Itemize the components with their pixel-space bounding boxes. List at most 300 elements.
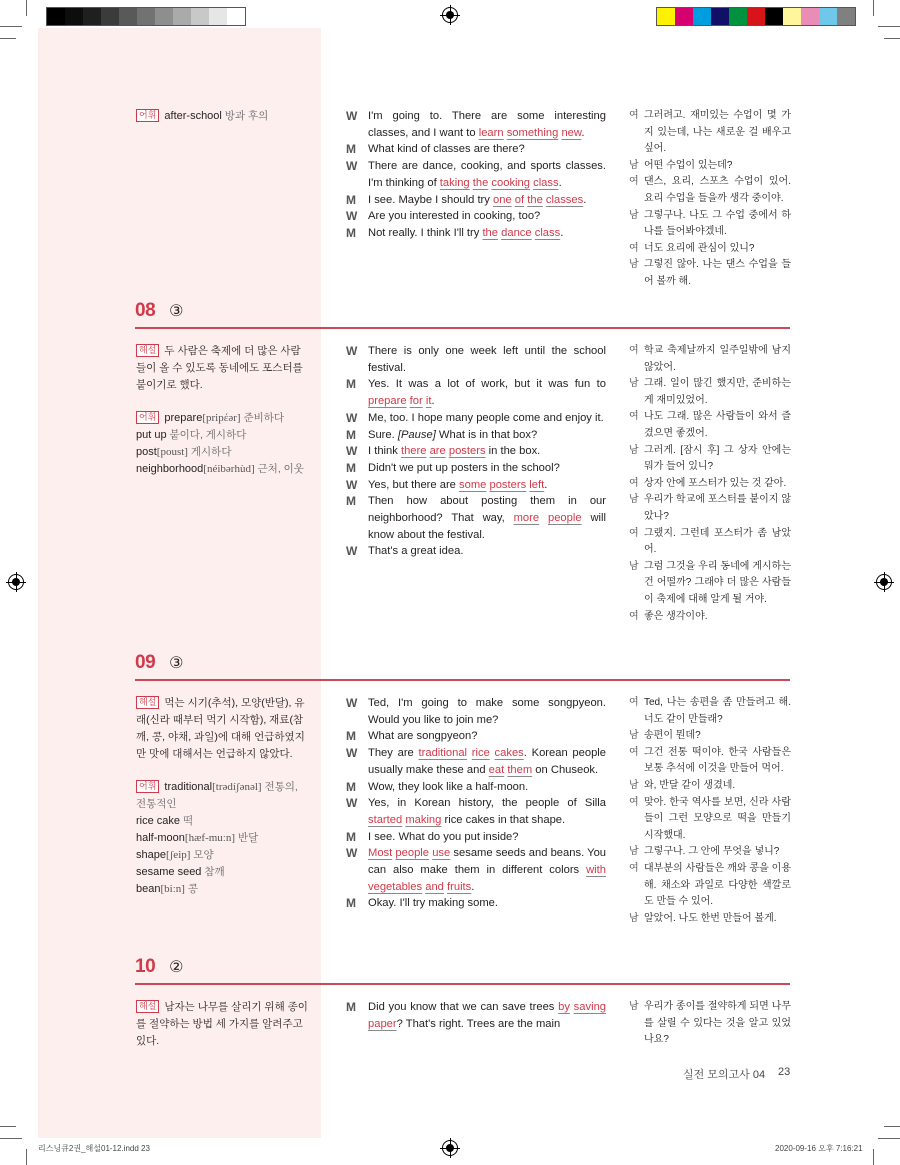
- dialogue-text: [368, 460, 606, 477]
- text-run: sesame seeds and beans. You can also make them in different colors: [368, 847, 607, 877]
- translation-text: 그러려고. 재미있는 수업이 몇 가지 있는데, 나는 새로운 걸 배우고 싶어.: [644, 110, 791, 155]
- speaker-label: 여: [629, 176, 639, 188]
- text-run: That's a great idea.: [368, 545, 464, 558]
- translation-text: 너도 요리에 관심이 있니?: [644, 242, 755, 254]
- translation-line: [629, 526, 791, 559]
- vocab-word: neighborhood: [136, 463, 204, 475]
- dialogue-10: [346, 999, 606, 1032]
- pronunciation: [poust]: [156, 446, 188, 458]
- vocab-word: prepare: [164, 412, 203, 424]
- speaker-label: 여: [629, 796, 639, 808]
- text-run: Okay. I'll try making some.: [368, 897, 498, 910]
- speaker-label: 여: [629, 610, 639, 622]
- dialogue-text: [368, 410, 606, 427]
- dialogue-line: [346, 108, 606, 141]
- answer-marker: ②: [169, 959, 184, 976]
- translation-text: 그렇구나. 나도 그 수업 중에서 하나를 들어봐야겠네.: [644, 209, 791, 238]
- answer-blank-word: and: [425, 880, 444, 893]
- pronunciation: [hæf-muːn]: [184, 832, 236, 844]
- speaker-label: 여: [629, 746, 639, 758]
- explanation-note-08: 해설 두 사람은 축제에 더 많은 사람들이 올 수 있도록 동네에도 포스터를 붙이기로 했다.: [136, 345, 303, 391]
- translation-line: [629, 609, 791, 626]
- dialogue-text: [368, 343, 606, 376]
- speaker-label: W: [346, 796, 358, 811]
- dialogue-text: [368, 427, 606, 444]
- color-swatch: [819, 8, 837, 25]
- speaker-label: W: [346, 109, 358, 123]
- answer-blank-word: dance: [501, 226, 532, 239]
- dialogue-text: [368, 845, 606, 895]
- stage-direction: [Pause]: [397, 428, 436, 441]
- translation-text: 그럼 그것을 우리 동네에 게시하는 건 어떨까? 그래야 더 많은 사람들이 축제에 대해 알게 될 거야.: [644, 560, 791, 605]
- text-run: .: [560, 226, 564, 239]
- crop-mark: [0, 38, 16, 39]
- explanation-tag: 해설: [136, 696, 159, 709]
- vocab-entry: [136, 444, 308, 461]
- page-number: 23: [778, 1066, 791, 1078]
- explanation-tag: 해설: [136, 1000, 159, 1013]
- translation-line: [629, 911, 791, 928]
- vocab-word: shape: [136, 849, 166, 861]
- text-run: I see. Maybe I should try: [368, 193, 493, 206]
- explanation-note-10: 해설 남자는 나무를 살리기 위해 종이를 절약하는 방법 세 가지를 알려주고 있다.: [136, 1001, 308, 1047]
- answer-blank-word: people: [395, 847, 430, 860]
- translation-line: [629, 108, 791, 158]
- translation-text: 학교 축제날까지 일주일밖에 남지 않았어.: [644, 345, 791, 373]
- dialogue-line: [346, 141, 606, 158]
- speaker-label: 남: [629, 846, 639, 858]
- crop-mark: [884, 1126, 900, 1127]
- speaker-label: W: [346, 696, 358, 710]
- translation-text: 그렇진 않아. 나는 댄스 수업을 들어 볼까 해.: [644, 259, 791, 287]
- vocab-word: post: [136, 446, 157, 458]
- crop-mark: [26, 0, 27, 16]
- text-run: There is only one week left until the school festival.: [368, 345, 606, 374]
- translation-line: [629, 476, 791, 493]
- dialogue-text: [368, 745, 606, 778]
- dialogue-07: [346, 108, 606, 242]
- translation-line: [629, 745, 791, 778]
- answer-blank-word: posters: [489, 478, 527, 491]
- answer-blank-word: with: [586, 864, 606, 877]
- text-run: will know about the festival.: [368, 512, 606, 541]
- speaker-label: W: [346, 444, 358, 459]
- answer-blank-word: more: [513, 512, 540, 525]
- dialogue-line: [346, 427, 606, 444]
- vocab-entry: [136, 847, 308, 864]
- speaker-label: M: [346, 377, 356, 392]
- vocab-tag: 어휘: [136, 780, 159, 793]
- text-run: Ted, I'm going to make some songpyeon. Would you like to join me?: [368, 697, 606, 726]
- text-run: .: [583, 193, 587, 206]
- dialogue-line: [346, 225, 606, 242]
- translation-text: 상자 안에 포스터가 있는 것 같아.: [644, 477, 787, 489]
- speaker-label: 여: [629, 411, 639, 423]
- answer-blank-word: prepare: [368, 395, 407, 408]
- translation-text: 알았어. 나도 한번 만들어 볼게.: [644, 912, 777, 924]
- pronunciation: [ʃeip]: [165, 849, 191, 861]
- color-swatch: [209, 8, 227, 25]
- dialogue-line: [346, 543, 606, 560]
- answer-blank-word: Most: [368, 847, 393, 860]
- color-swatch: [837, 8, 855, 25]
- text-run: They are: [368, 747, 419, 760]
- translation-text: Ted, 나는 송편을 좀 만들려고 해. 너도 같이 만들래?: [644, 697, 791, 725]
- speaker-label: 남: [629, 730, 639, 742]
- question-header-10: [135, 956, 183, 978]
- translation-text: 맞아. 한국 역사를 보면, 신라 사람들이 그런 모양으로 떡을 만들기 시작했대.: [644, 796, 791, 841]
- explanation-note-09: 해설 먹는 시기(추석), 모양(반달), 유래(신라 때부터 먹기 시작함), 재료(참깨, 콩, 야채, 과일)에 대해 언급하였지만 맛에 대해서는 언급하지 않았다.: [136, 697, 305, 760]
- dialogue-text: [368, 999, 606, 1032]
- speaker-label: W: [346, 477, 358, 492]
- dialogue-text: [368, 376, 606, 409]
- file-slug: 리스닝큐2권_해설01-12.indd 23: [38, 1144, 150, 1153]
- speaker-label: 여: [629, 697, 639, 708]
- dialogue-text: [368, 158, 606, 191]
- vocab-meaning: 붙이다, 게시하다: [169, 429, 247, 441]
- text-run: Didn't we put up posters in the school?: [368, 461, 560, 474]
- dialogue-text: [368, 779, 606, 796]
- dialogue-text: [368, 208, 606, 225]
- text-run: I'm going to. There are some interesting classes, and I want to: [368, 110, 606, 139]
- crop-mark: [0, 26, 22, 27]
- speaker-label: 남: [629, 912, 639, 924]
- text-run: in the box.: [485, 445, 541, 458]
- color-swatch: [227, 8, 245, 25]
- crop-mark: [0, 1126, 16, 1127]
- dialogue-text: [368, 141, 606, 158]
- translation-line: [629, 559, 791, 609]
- translation-line: [629, 861, 791, 911]
- text-run: Yes, but there are: [368, 478, 460, 491]
- dialogue-line: [346, 779, 606, 796]
- color-swatch: [765, 8, 783, 25]
- question-header-08: [135, 300, 183, 322]
- translation-line: [629, 241, 791, 258]
- registration-mark-icon: [876, 574, 892, 590]
- translation-text: 우리가 종이를 절약하게 되면 나무를 살릴 수 있다는 것을 알고 있었나요?: [644, 1001, 791, 1046]
- color-swatch: [783, 8, 801, 25]
- dialogue-line: [346, 460, 606, 477]
- answer-blank-word: cakes: [494, 747, 524, 760]
- text-run: Wow, they look like a half-moon.: [368, 780, 529, 793]
- translation-text: 그러게. [잠시 후] 그 상자 안에는 뭐가 들어 있니?: [644, 444, 791, 473]
- translation-text: 그래. 일이 많긴 했지만, 준비하는 게 재미있었어.: [644, 378, 791, 406]
- speaker-label: 남: [629, 560, 639, 572]
- color-swatch: [101, 8, 119, 25]
- text-run: What are songpyeon?: [368, 730, 478, 743]
- dialogue-line: [346, 795, 606, 828]
- color-swatch: [173, 8, 191, 25]
- dialogue-line: [346, 999, 606, 1032]
- color-swatch: [693, 8, 711, 25]
- answer-blank-word: making: [405, 813, 442, 826]
- answer-blank-word: saving: [573, 1001, 607, 1013]
- answer-blank-word: learn: [478, 126, 504, 139]
- speaker-label: 여: [629, 862, 639, 874]
- vocab-entry: [136, 779, 308, 813]
- speaker-label: M: [346, 729, 356, 744]
- text-run: Yes, in Korean history, the people of Silla: [368, 797, 606, 810]
- translation-line: [629, 844, 791, 861]
- vocab-tag: 어휘: [136, 411, 159, 424]
- speaker-label: 여: [629, 477, 639, 489]
- cmyk-color-bar: [656, 7, 856, 26]
- question-number: 10: [135, 956, 156, 977]
- answer-blank-word: cooking: [491, 176, 530, 189]
- text-run: .: [471, 880, 475, 893]
- crop-mark: [0, 1138, 22, 1139]
- vocab-note-08: [136, 410, 308, 478]
- speaker-label: 남: [629, 494, 639, 506]
- translation-line: [629, 999, 791, 1049]
- text-run: on Chuseok.: [532, 763, 599, 776]
- text-run: Did you know that we can save trees: [368, 1001, 559, 1013]
- registration-mark-icon: [8, 574, 24, 590]
- translation-line: [629, 343, 791, 376]
- answer-blank-word: there: [400, 445, 427, 458]
- translation-line: [629, 257, 791, 290]
- answer-blank-word: the: [482, 226, 499, 239]
- dialogue-line: [346, 192, 606, 209]
- crop-mark: [26, 1149, 27, 1165]
- dialogue-text: [368, 543, 606, 560]
- translation-line: [629, 174, 791, 207]
- answer-blank-word: traditional: [418, 747, 468, 760]
- dialogue-line: [346, 208, 606, 225]
- color-swatch: [119, 8, 137, 25]
- speaker-label: W: [346, 159, 358, 174]
- speaker-label: M: [346, 460, 356, 475]
- dialogue-text: [368, 895, 606, 912]
- vocab-entry: [136, 830, 308, 847]
- text-run: .: [558, 176, 562, 189]
- answer-blank-word: use: [432, 847, 451, 860]
- speaker-label: M: [346, 192, 356, 207]
- speaker-label: 여: [629, 242, 639, 254]
- dialogue-text: [368, 493, 606, 543]
- speaker-label: M: [346, 427, 356, 442]
- speaker-label: M: [346, 1000, 356, 1014]
- vocab-meaning: 전통의, 전통적인: [136, 781, 298, 810]
- grayscale-color-bar: [46, 7, 246, 26]
- translation-09: [629, 695, 791, 927]
- translation-line: [629, 492, 791, 525]
- color-swatch: [711, 8, 729, 25]
- dialogue-line: [346, 410, 606, 427]
- speaker-label: 남: [629, 378, 639, 390]
- text-run: Then how about posting them in our neighborhood? That way,: [368, 495, 606, 525]
- print-timestamp: 2020-09-16 오후 7:16:21: [775, 1144, 863, 1153]
- crop-mark: [873, 1149, 874, 1165]
- question-number: 08: [135, 300, 156, 321]
- text-run: I see. What do you put inside?: [368, 830, 519, 843]
- dialogue-text: [368, 443, 606, 460]
- color-swatch: [137, 8, 155, 25]
- answer-blank-word: classes: [545, 193, 584, 206]
- answer-blank-word: some: [459, 478, 487, 491]
- answer-marker: ③: [169, 655, 184, 672]
- vocab-word: half-moon: [136, 832, 185, 844]
- vocab-note-07: 어휘 after-school 방과 후의: [136, 108, 308, 125]
- vocab-tag: 어휘: [136, 109, 159, 122]
- speaker-label: W: [346, 410, 358, 425]
- translation-line: [629, 728, 791, 745]
- speaker-label: W: [346, 344, 358, 358]
- dialogue-08: [346, 343, 606, 560]
- dialogue-text: [368, 477, 606, 494]
- translation-line: [629, 443, 791, 476]
- vocab-meaning: 준비하다: [243, 412, 285, 424]
- section-divider: [135, 983, 790, 985]
- text-run: What kind of classes are there?: [368, 143, 525, 156]
- translation-line: [629, 778, 791, 795]
- answer-blank-word: new: [561, 126, 582, 139]
- dialogue-text: [368, 829, 606, 846]
- translation-line: [629, 158, 791, 175]
- dialogue-line: [346, 477, 606, 494]
- vocab-word: put up: [136, 429, 167, 441]
- translation-line: [629, 695, 791, 728]
- vocab-entry: [136, 864, 308, 881]
- translation-text: 그랬지. 그런데 포스터가 좀 남았어.: [644, 527, 791, 556]
- vocab-word: sesame seed: [136, 866, 202, 878]
- dialogue-line: [346, 745, 606, 778]
- vocab-word: traditional: [164, 781, 213, 793]
- vocab-meaning: 모양: [193, 849, 214, 861]
- dialogue-line: [346, 158, 606, 191]
- dialogue-text: [368, 225, 606, 242]
- answer-blank-word: started: [368, 813, 403, 826]
- translation-text: 어떤 수업이 있는데?: [644, 159, 733, 171]
- vocab-meaning: 떡: [182, 815, 194, 827]
- answer-blank-word: vegetables: [368, 880, 423, 893]
- dialogue-line: [346, 376, 606, 409]
- text-run: . Korean people usually make these and: [368, 747, 607, 776]
- speaker-label: 여: [629, 110, 639, 121]
- answer-blank-word: eat: [488, 763, 505, 776]
- answer-blank-word: one: [493, 193, 512, 206]
- question-header-09: [135, 652, 183, 674]
- translation-line: [629, 208, 791, 241]
- dialogue-line: [346, 443, 606, 460]
- text-run: Are you interested in cooking, too?: [368, 210, 541, 223]
- translation-text: 그렇구나. 그 안에 무엇을 넣니?: [644, 846, 780, 858]
- section-divider: [135, 679, 790, 681]
- speaker-label: M: [346, 225, 356, 240]
- translation-10: [629, 999, 791, 1049]
- answer-blank-word: the: [527, 193, 543, 206]
- dialogue-text: [368, 695, 606, 728]
- translation-text: 그건 전통 떡이야. 한국 사람들은 보통 추석에 이것을 만들어 먹어.: [644, 746, 791, 775]
- vocab-meaning: 게시하다: [190, 446, 232, 458]
- dialogue-line: [346, 695, 606, 728]
- vocab-note-09: [136, 779, 308, 898]
- speaker-label: 남: [629, 259, 639, 271]
- dialogue-text: [368, 192, 606, 209]
- registration-mark-icon: [442, 7, 458, 23]
- answer-blank-word: of: [514, 193, 525, 206]
- dialogue-line: [346, 829, 606, 846]
- translation-line: [629, 409, 791, 442]
- translation-text: 우리가 학교에 포스터를 붙이지 않았나?: [644, 494, 791, 522]
- explanation-tag: 해설: [136, 344, 159, 357]
- color-swatch: [729, 8, 747, 25]
- answer-blank-word: rice: [471, 747, 490, 760]
- vocab-entry: [136, 410, 308, 427]
- speaker-label: 남: [629, 209, 639, 221]
- vocab-meaning: 근처, 이웃: [257, 463, 304, 475]
- color-swatch: [191, 8, 209, 25]
- color-swatch: [155, 8, 173, 25]
- color-swatch: [83, 8, 101, 25]
- speaker-label: W: [346, 209, 358, 224]
- speaker-label: 여: [629, 527, 639, 539]
- crop-mark: [873, 0, 874, 16]
- text-run: .: [544, 478, 548, 491]
- answer-blank-word: fruits: [447, 880, 472, 893]
- vocab-entry: [136, 461, 308, 478]
- text-run: What is in that box?: [435, 428, 538, 441]
- translation-text: 와, 반달 같이 생겼네.: [644, 779, 736, 791]
- translation-08: [629, 343, 791, 625]
- crop-mark: [884, 38, 900, 39]
- section-divider: [135, 327, 790, 329]
- answer-blank-word: paper: [368, 1017, 397, 1030]
- answer-blank-word: class: [533, 176, 559, 189]
- speaker-label: W: [346, 846, 358, 861]
- text-run: .: [431, 395, 435, 408]
- answer-blank-word: it: [425, 395, 432, 408]
- text-run: I think: [368, 445, 401, 458]
- crop-mark: [878, 1138, 900, 1139]
- vocab-word: bean: [136, 883, 161, 895]
- dialogue-line: [346, 895, 606, 912]
- answer-blank-word: left: [529, 478, 545, 491]
- translation-text: 좋은 생각이야.: [644, 610, 708, 622]
- text-run: rice cakes in that shape.: [441, 813, 566, 826]
- pronunciation: [néibərhùd]: [203, 463, 255, 475]
- speaker-label: 남: [629, 779, 639, 791]
- speaker-label: M: [346, 779, 356, 794]
- dialogue-text: [368, 108, 606, 141]
- text-run: Yes. It was a lot of work, but it was fun to: [368, 378, 606, 391]
- vocab-entry: [136, 881, 308, 898]
- color-swatch: [657, 8, 675, 25]
- answer-blank-word: people: [547, 512, 582, 525]
- dialogue-line: [346, 493, 606, 543]
- vocab-entry: [136, 813, 308, 830]
- answer-blank-word: taking: [439, 176, 470, 189]
- vocab-meaning: 참깨: [204, 866, 225, 878]
- speaker-label: 여: [629, 345, 639, 356]
- vocab-entry: [136, 427, 308, 444]
- translation-line: [629, 376, 791, 409]
- speaker-label: M: [346, 494, 356, 509]
- text-run: There are dance, cooking, and sports classes. I'm thinking of: [368, 160, 606, 189]
- running-footer-title: 실전 모의고사 04: [683, 1069, 766, 1081]
- speaker-label: 남: [629, 444, 639, 456]
- translation-text: 송편이 뭔데?: [644, 730, 701, 742]
- answer-blank-word: for: [409, 395, 423, 408]
- vocab-word: rice cake: [136, 815, 181, 827]
- pronunciation: [trədíʃənəl]: [212, 781, 262, 793]
- text-run: [539, 512, 548, 524]
- speaker-label: 남: [629, 1001, 639, 1012]
- answer-blank-word: are: [429, 445, 446, 458]
- speaker-label: 남: [629, 159, 639, 171]
- question-number: 09: [135, 652, 156, 673]
